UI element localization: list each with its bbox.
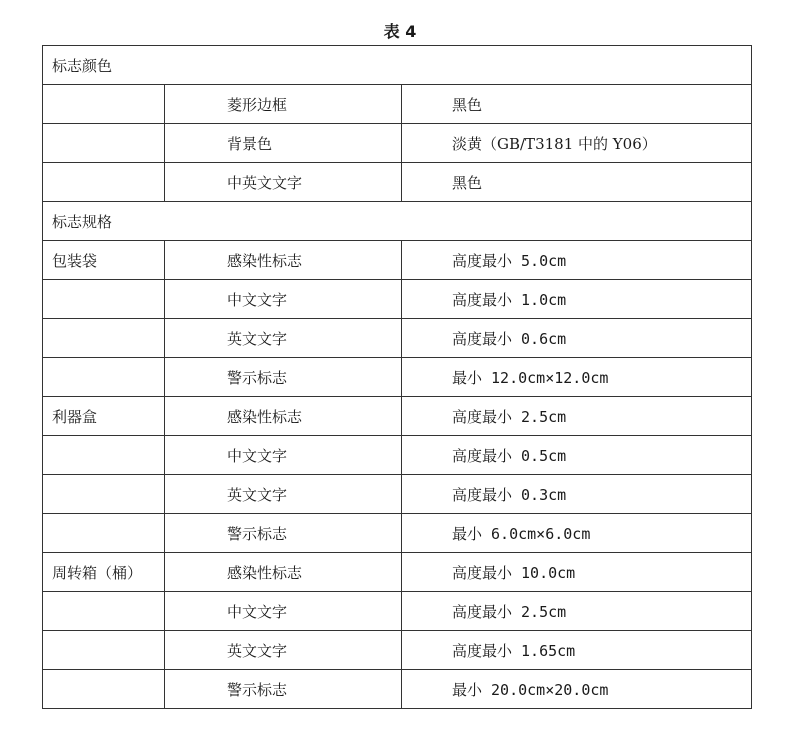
section-title-spec: 标志规格 (43, 202, 752, 241)
value-cell: 高度最小 1.65cm (402, 631, 752, 670)
item-cell: 感染性标志 (165, 397, 402, 436)
table-row (43, 85, 752, 124)
item-cell: 中文文字 (165, 280, 402, 319)
item-cell: 菱形边框 (165, 85, 402, 124)
value-cell: 黑色 (402, 163, 752, 202)
item-cell: 感染性标志 (165, 241, 402, 280)
category-cell (43, 475, 165, 514)
value-cell: 高度最小 0.6cm (402, 319, 752, 358)
category-cell: 利器盒 (43, 397, 165, 436)
item-cell: 背景色 (165, 124, 402, 163)
item-cell: 警示标志 (165, 670, 402, 709)
section-row-color (43, 46, 752, 85)
value-cell: 高度最小 2.5cm (402, 397, 752, 436)
value-cell: 高度最小 10.0cm (402, 553, 752, 592)
table-row (43, 124, 752, 163)
category-cell (43, 358, 165, 397)
table-row (43, 241, 752, 280)
category-cell (43, 670, 165, 709)
category-cell (43, 514, 165, 553)
table-row (43, 436, 752, 475)
value-cell: 黑色 (402, 85, 752, 124)
item-cell: 中文文字 (165, 592, 402, 631)
table-row (43, 514, 752, 553)
value-cell: 最小 20.0cm×20.0cm (402, 670, 752, 709)
item-cell: 英文文字 (165, 475, 402, 514)
category-cell (43, 163, 165, 202)
item-cell: 英文文字 (165, 319, 402, 358)
table-row (43, 553, 752, 592)
label-spec-table (42, 45, 752, 709)
table-row (43, 319, 752, 358)
category-cell (43, 436, 165, 475)
value-cell: 高度最小 5.0cm (402, 241, 752, 280)
table-row (43, 358, 752, 397)
item-cell: 警示标志 (165, 514, 402, 553)
category-cell (43, 631, 165, 670)
item-cell: 中文文字 (165, 436, 402, 475)
value-cell: 最小 12.0cm×12.0cm (402, 358, 752, 397)
value-cell: 最小 6.0cm×6.0cm (402, 514, 752, 553)
section-title-color: 标志颜色 (43, 46, 752, 85)
value-cell: 高度最小 0.3cm (402, 475, 752, 514)
table-row (43, 163, 752, 202)
table-caption: 表 4 (383, 22, 417, 41)
table-row (43, 670, 752, 709)
category-cell: 周转箱（桶） (43, 553, 165, 592)
table-row (43, 475, 752, 514)
item-cell: 感染性标志 (165, 553, 402, 592)
table-row (43, 631, 752, 670)
table-row (43, 592, 752, 631)
category-cell (43, 319, 165, 358)
value-cell: 高度最小 1.0cm (402, 280, 752, 319)
category-cell (43, 85, 165, 124)
category-cell (43, 592, 165, 631)
value-cell: 高度最小 0.5cm (402, 436, 752, 475)
item-cell: 警示标志 (165, 358, 402, 397)
category-cell: 包装袋 (43, 241, 165, 280)
table-row (43, 397, 752, 436)
value-cell: 高度最小 2.5cm (402, 592, 752, 631)
category-cell (43, 280, 165, 319)
table-row (43, 280, 752, 319)
item-cell: 英文文字 (165, 631, 402, 670)
section-row-spec (43, 202, 752, 241)
category-cell (43, 124, 165, 163)
item-cell: 中英文文字 (165, 163, 402, 202)
value-cell: 淡黄（GB/T3181 中的 Y06） (402, 124, 752, 163)
